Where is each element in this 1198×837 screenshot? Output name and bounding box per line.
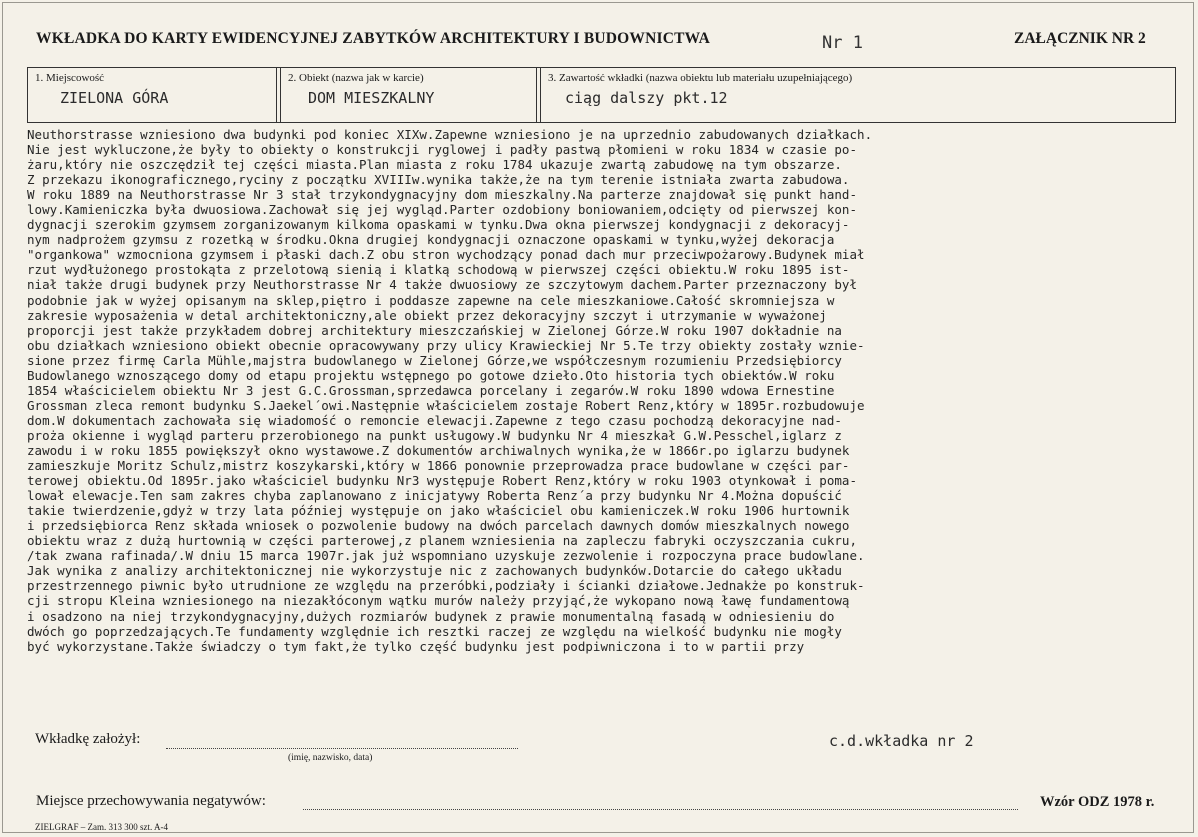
insert-number: Nr 1 bbox=[822, 33, 863, 53]
text-line: dygnacji szerokim gzymsem zorganizowanym kilkoma opaskami w tynku.Dwa okna pierwszej kondygnacji z dekoracyj- bbox=[27, 217, 850, 233]
locality-label: 1. Miejscowość bbox=[35, 72, 105, 84]
negatives-line bbox=[303, 809, 1018, 810]
text-line: zamieszkuje Moritz Schulz,mistrz koszykarski,który w 1866 ponownie przeprowadza prace budowlane w części par- bbox=[27, 458, 850, 474]
inserted-by-line bbox=[166, 748, 518, 749]
text-line: Z przekazu ikonograficznego,ryciny z początku XVIIIw.wynika także,że na tym terenie istniała zwarta zabudowa. bbox=[27, 172, 850, 188]
text-line: podobnie jak w wyżej opisanym na sklep,piętro i poddasze zapewne na cele mieszkaniowe.Całość skromniejsza w bbox=[27, 292, 835, 308]
text-line: proża okienne i wygląd parteru przerobionego na punkt usługowy.W budynku Nr 4 mieszkał G.W.Pesschel,iglarz z bbox=[27, 427, 842, 443]
text-line: cji stropu Kleina wzniesionego na niezakłóconym wątku murów należy przyjąć,że wykopano nową ławę fundamentową bbox=[27, 593, 850, 609]
text-line: dom.W dokumentach zachowała się wiadomość o remoncie elewacji.Zapewne z tego czasu pochodzą dekoracyjne nad- bbox=[27, 412, 842, 428]
text-line: niał także drugi budynek przy Neuthorstrasse Nr 4 także dwuosiowy ze szczytowym dachem.Parter przeznaczony był bbox=[27, 277, 858, 293]
continued-note: c.d.wkładka nr 2 bbox=[829, 732, 974, 750]
object-value: DOM MIESZKALNY bbox=[308, 89, 435, 107]
locality-value: ZIELONA GÓRA bbox=[60, 89, 169, 107]
text-line: zakresie wyposażenia w detal architektoniczny,ale obiekt przez dekoracyjny szczyt i utrzymanie w wyważonej bbox=[27, 307, 827, 323]
text-line: przestrzennego piwnic było utrudnione ze względu na przeróbki,podziały i ścianki działowe.Jednakże po konstruk- bbox=[27, 578, 865, 594]
text-line: żaru,który nie oszczędził tej części miasta.Plan miasta z roku 1784 ukazuje zwartą zabudowę na tym obszarze. bbox=[27, 157, 842, 173]
object-label: 2. Obiekt (nazwa jak w karcie) bbox=[288, 72, 424, 84]
attachment-label: ZAŁĄCZNIK NR 2 bbox=[1014, 30, 1146, 47]
form-version: Wzór ODZ 1978 r. bbox=[1040, 794, 1155, 810]
inserted-by-hint: (imię, nazwisko, data) bbox=[288, 753, 373, 763]
text-line: lował elewacje.Ten sam zakres chyba zaplanowano z inicjatywy Roberta Renz´a przy budynku Nr 4.Można dopuścić bbox=[27, 488, 842, 504]
text-line: dwóch go poprzedzających.Te fundamenty względnie ich resztki raczej ze względu na wielkość budynku nie mogły bbox=[27, 623, 842, 639]
printer-footer: ZIELGRAF – Zam. 313 300 szt. A-4 bbox=[35, 822, 168, 832]
text-line: Neuthorstrasse wzniesiono dwa budynki pod koniec XIXw.Zapewne wzniesiono je na uprzednio zabudowanych działkach. bbox=[27, 127, 873, 142]
text-line: obu działkach wzniesiono obiekt obecnie opracowywany przy ulicy Krawieckiej Nr 5.Te trzy obiekty zostały wznie- bbox=[27, 337, 865, 353]
contents-value: ciąg dalszy pkt.12 bbox=[565, 89, 728, 107]
text-line: rzut wydłużonego prostokąta z przelotową sienią i klatką schodową w pierwszej części obiektu.W roku 1895 ist- bbox=[27, 262, 850, 278]
locality-field bbox=[28, 68, 277, 122]
text-line: proporcji jest także przykładem dobrej architektury mieszczańskiej w Zielonej Górze.W roku 1907 dokładnie na bbox=[27, 322, 842, 338]
object-field bbox=[280, 68, 537, 122]
negatives-label: Miejsce przechowywania negatywów: bbox=[36, 793, 266, 809]
typed-description bbox=[27, 127, 1177, 727]
header-fields-box bbox=[27, 67, 1176, 123]
contents-field bbox=[540, 68, 1176, 122]
text-line: Jak wynika z analizy architektonicznej nie wykorzystuje nic z zachowanych budynków.Dotarcie do całego układu bbox=[27, 563, 842, 579]
text-line: Nie jest wykluczone,że były to obiekty o konstrukcji ryglowej i padły pastwą płomieni w roku 1834 w czasie po- bbox=[27, 142, 858, 158]
text-line: i osadzono na niej trzykondygnacyjny,dużych rozmiarów budynek z prawie monumentalną fasadą w odniesieniu do bbox=[27, 608, 835, 624]
text-line: /tak zwana rafinada/.W dniu 15 marca 1907r.jak już wspomniano uzyskuje zezwolenie i rozpoczyna prace budowlane. bbox=[27, 548, 865, 564]
text-line: być wykorzystane.Także świadczy o tym fakt,że tylko część budynku jest podpiwniczona i to w partii przy bbox=[27, 638, 805, 654]
text-line: sione przez firmę Carla Mühle,majstra budowlanego w Zielonej Górze,we współczesnym rozumieniu Przedsiębiorcy bbox=[27, 352, 842, 368]
text-line: "organkowa" wzmocniona gzymsem i płaski dach.Z obu stron wychodzący ponad dach mur przeciwpożarowy.Budynek miał bbox=[27, 247, 865, 263]
text-line: takie twierdzenie,gdyż w trzy lata później występuje on jako właściciel obu kamieniczek.W roku 1906 hurtownik bbox=[27, 503, 850, 519]
text-line: Budowlanego wznoszącego domy od etapu projektu wstępnego po gotowe dzieło.Oto historia tych obiektów.W roku bbox=[27, 367, 835, 383]
text-line: i przedsiębiorca Renz składa wniosek o pozwolenie budowy na dwóch parcelach dawnych domów mieszkalnych nowego bbox=[27, 518, 850, 534]
text-line: nym nadprożem gzymsu z rozetką w środku.Okna drugiej kondygnacji oznaczone opaskami w tynku,wyżej dekoracja bbox=[27, 232, 835, 248]
text-line: Grossman zleca remont budynku S.Jaekel´owi.Następnie właścicielem zostaje Robert Renz,który w 1895r.rozbudowuje bbox=[27, 397, 865, 413]
inserted-by-label: Wkładkę założył: bbox=[35, 731, 141, 747]
text-line: zawodu i w roku 1855 powiększył okno wystawowe.Z dokumentów archiwalnych wynika,że w 1866r.po iglarzu budynek bbox=[27, 442, 850, 458]
text-line: W roku 1889 na Neuthorstrasse Nr 3 stał trzykondygnacyjny dom mieszkalny.Na parterze znajdował się punkt hand- bbox=[27, 187, 858, 203]
text-line: 1854 właścicielem obiektu Nr 3 jest G.C.Grossman,sprzedawca porcelany i zegarów.W roku 1890 wdowa Ernestine bbox=[27, 382, 835, 398]
contents-label: 3. Zawartość wkładki (nazwa obiektu lub materiału uzupełniającego) bbox=[548, 72, 853, 84]
text-line: obiektu wraz z dużą hurtownią w części parterowej,z planem wzniesienia na zapleczu fabryki oczyszczania cukru, bbox=[27, 533, 858, 549]
text-line: terowej obiektu.Od 1895r.jako właściciel budynku Nr3 występuje Robert Renz,który w roku 1903 otynkował i poma- bbox=[27, 473, 858, 489]
form-title: WKŁADKA DO KARTY EWIDENCYJNEJ ZABYTKÓW ARCHITEKTURY I BUDOWNICTWA bbox=[36, 30, 711, 47]
text-line: lowy.Kamieniczka była dwuosiowa.Zachował się jej wygląd.Parter ozdobiony boniowaniem,odcięty od pierwszej kon- bbox=[27, 202, 858, 218]
